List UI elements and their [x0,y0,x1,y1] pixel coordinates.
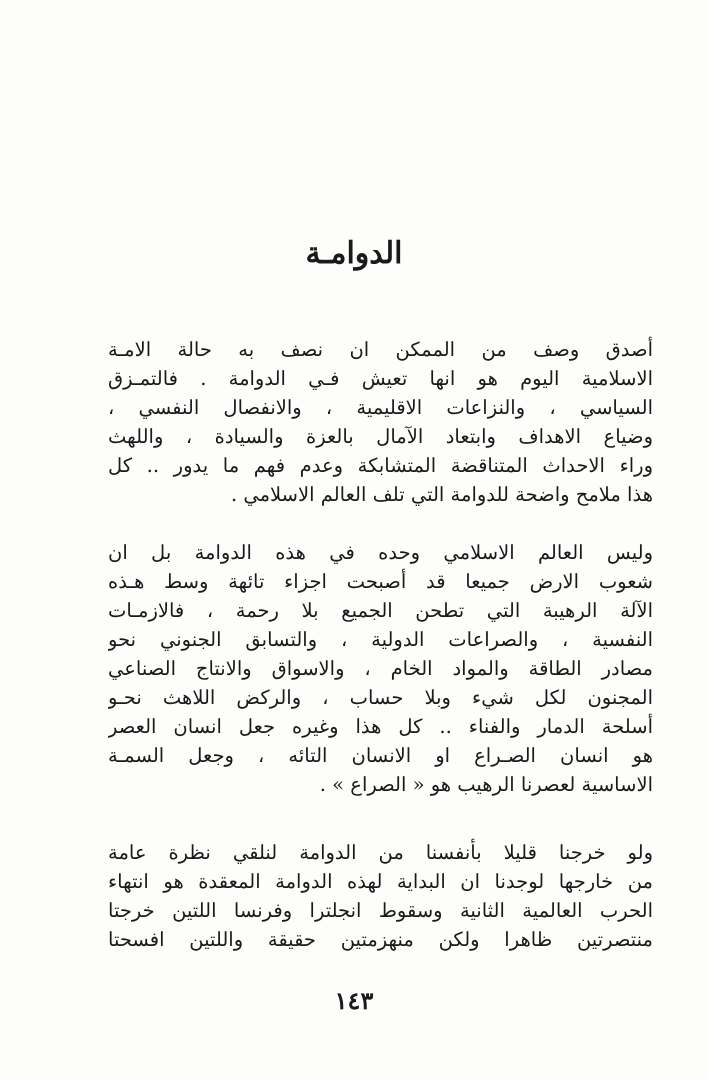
text-line: ولو خرجنا قليلا بأنفسنا من الدوامة لنلقي نظرة عامة [108,841,653,864]
paragraph-2 [108,538,653,799]
chapter-title: الدوامـة [305,236,403,271]
page-number: ١٤٣ [334,986,374,1015]
text-line: السياسي ، والنزاعات الاقليمية ، والانفصال النفسي ، [108,396,653,419]
text-line: هو انسان الصـراع او الانسان التائه ، وجعل السمـة [108,744,653,767]
text-line: الاساسية لعصرنا الرهيب هو « الصراع » . [319,773,653,796]
text-line: وراء الاحداث المتناقضة المتشابكة وعدم فهم ما يدور .. كل [108,454,653,477]
text-line: وليس العالم الاسلامي وحده في هذه الدوامة بل ان [108,541,653,564]
text-line: من خارجها لوجدنا ان البداية لهذه الدوامة المعقدة هو انتهاء [108,870,653,893]
text-line: النفسية ، والصراعات الدولية ، والتسابق الجنوني نحو [108,628,653,651]
text-line: أصدق وصف من الممكن ان نصف به حالة الامـة [108,338,653,361]
text-line: المجنون لكل شيء وبلا حساب ، والركض اللاهث نحـو [108,686,653,709]
paragraph-3 [108,838,653,954]
text-line: مصادر الطاقة والمواد الخام ، والاسواق والانتاج الصناعي [108,657,653,680]
text-line: الآلة الرهيبة التي تطحن الجميع بلا رحمة ، فالازمـات [108,599,653,622]
text-line: أسلحة الدمار والفناء .. كل هذا وغيره جعل انسان العصر [108,715,653,738]
text-line: شعوب الارض جميعا قد أصبحت اجزاء تائهة وسط هـذه [108,570,653,593]
text-line: هذا ملامح واضحة للدوامة التي تلف العالم الاسلامي . [230,483,653,506]
text-line: منتصرتين ظاهرا ولكن منهزمتين حقيقة واللتين افسحتا [108,928,653,951]
paragraph-1 [108,335,653,509]
text-line: وضياع الاهداف وابتعاد الآمال بالعزة والسيادة ، واللهث [108,425,653,448]
text-line: الحرب العالمية الثانية وسقوط انجلترا وفرنسا اللتين خرجتا [108,899,653,922]
text-line: الاسلامية اليوم هو انها تعيش فـي الدوامة . فالتمـزق [108,367,653,390]
